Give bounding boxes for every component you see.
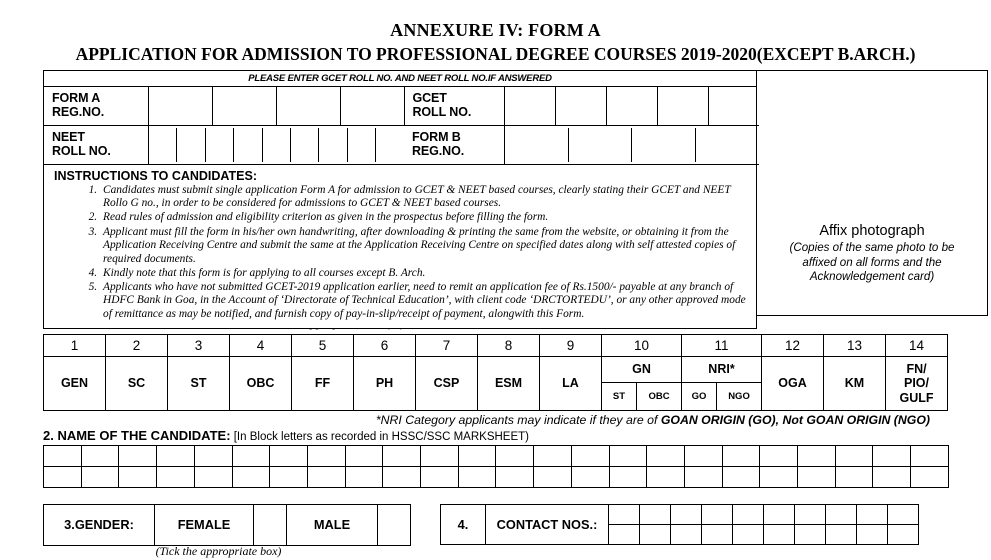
form-b-reg-no-label xyxy=(404,125,504,164)
name-cell[interactable] xyxy=(722,466,760,487)
gender-contact-row xyxy=(0,504,991,558)
name-cell[interactable] xyxy=(684,466,722,487)
name-grid-wrapper xyxy=(43,445,991,488)
list-item: 4. Kindly note that this form is for applying to all courses except B. Arch. xyxy=(100,267,749,281)
neet-roll-no-cell[interactable] xyxy=(319,128,347,162)
name-cell[interactable] xyxy=(232,445,270,466)
instructions-cell xyxy=(44,164,759,328)
form-a-reg-no-cell[interactable] xyxy=(148,87,212,126)
neet-roll-no-label-line2: ROLL NO. xyxy=(52,143,111,158)
category-cell-la[interactable]: LA xyxy=(540,356,602,410)
name-cell[interactable] xyxy=(194,445,232,466)
category-cell-fn-pio-gulf-line3: GULF xyxy=(899,390,934,405)
neet-roll-no-cell[interactable] xyxy=(376,128,405,162)
affix-photograph-subtitle-line3: Acknowledgement card) xyxy=(809,270,935,284)
name-cell[interactable] xyxy=(345,466,383,487)
category-number-2: 2 xyxy=(106,334,168,356)
category-number-13: 13 xyxy=(824,334,886,356)
table-row xyxy=(441,504,919,524)
table-row xyxy=(44,87,759,126)
gender-male-checkbox[interactable] xyxy=(378,504,411,545)
name-cell[interactable] xyxy=(911,466,949,487)
list-item: 5. Applicants who have not submitted GCET-2019 application earlier, need to remit an application fee of Rs.1500/- payable at any branch of HDFC Bank in Goa, in the Account of ‘Directorate of Technical Education’, with client code ‘DRCTORTEDU’, or any other approved mode of remittance as may be notified, and furnish copy of pay-in-slip/receipt of payment, alongwith this Form. xyxy=(100,281,749,322)
contact-cell[interactable] xyxy=(671,504,702,524)
name-cell[interactable] xyxy=(119,466,157,487)
section-4-number: 4. xyxy=(441,504,486,544)
table-row xyxy=(44,125,759,164)
contact-cell[interactable] xyxy=(609,524,640,544)
nri-category-note-bold: GOAN ORIGIN (GO), Not GOAN ORIGIN (NGO) xyxy=(660,412,930,427)
affix-photograph-title: Affix photograph xyxy=(819,222,925,239)
name-cell[interactable] xyxy=(157,466,195,487)
category-group-nri: NRI* xyxy=(682,356,762,382)
category-number-7: 7 xyxy=(416,334,478,356)
category-group-gn: GN xyxy=(602,356,682,382)
category-number-4: 4 xyxy=(230,334,292,356)
contact-cell[interactable] xyxy=(826,504,857,524)
neet-roll-no-cell[interactable] xyxy=(205,128,233,162)
category-subcell-gn-st[interactable]: ST xyxy=(602,382,637,410)
name-cell[interactable] xyxy=(232,466,270,487)
category-number-row xyxy=(44,334,948,356)
contact-cell[interactable] xyxy=(733,524,764,544)
form-b-reg-no-label-line1: FORM B xyxy=(412,130,461,145)
category-subcell-gn-obc[interactable]: OBC xyxy=(637,382,682,410)
contact-table xyxy=(440,504,919,545)
category-cell-km[interactable]: KM xyxy=(824,356,886,410)
section-2-note: [In Block letters as recorded in HSSC/SSC MARKSHEET) xyxy=(230,430,530,443)
gender-label: 3.GENDER: xyxy=(44,504,155,545)
name-cell[interactable] xyxy=(307,466,345,487)
category-cell-csp[interactable]: CSP xyxy=(416,356,478,410)
category-cell-ff[interactable]: FF xyxy=(292,356,354,410)
category-number-12: 12 xyxy=(762,334,824,356)
category-number-14: 14 xyxy=(886,334,948,356)
gcet-roll-no-cell[interactable] xyxy=(504,87,555,126)
contact-cell[interactable] xyxy=(826,524,857,544)
category-subcell-nri-go[interactable]: GO xyxy=(682,382,717,410)
form-a-reg-no-cell[interactable] xyxy=(276,87,340,126)
category-table-wrapper xyxy=(43,334,934,411)
contact-cell[interactable] xyxy=(857,524,888,544)
name-cell[interactable] xyxy=(873,466,911,487)
list-item: 3. Applicant must fill the form in his/her own handwriting, after downloading & printing the same from the website, or obtaining it from the Application Receiving Centre and submit the same at the Application Receiving Centre on specified dates along with self attested copies of required documents. xyxy=(100,226,749,267)
gcet-roll-no-cell[interactable] xyxy=(657,87,708,126)
gender-female-checkbox[interactable] xyxy=(254,504,287,545)
category-number-10: 10 xyxy=(602,334,682,356)
gcet-roll-no-cell[interactable] xyxy=(708,87,759,126)
name-cell[interactable] xyxy=(647,445,685,466)
neet-roll-no-cell[interactable] xyxy=(149,128,177,162)
form-a-reg-no-cell[interactable] xyxy=(340,87,404,126)
name-cell[interactable] xyxy=(571,445,609,466)
roll-number-grid xyxy=(44,87,759,328)
category-cell-fn-pio-gulf-line2: PIO/ xyxy=(904,376,930,391)
category-name-row-upper xyxy=(44,356,948,382)
category-subcell-nri-ngo[interactable]: NGO xyxy=(717,382,762,410)
application-title: APPLICATION FOR ADMISSION TO PROFESSIONAL DEGREE COURSES 2019-2020(EXCEPT B.ARCH.) xyxy=(75,43,916,64)
name-cell[interactable] xyxy=(44,466,82,487)
name-cell[interactable] xyxy=(81,445,119,466)
contact-cell[interactable] xyxy=(764,524,795,544)
category-number-3: 3 xyxy=(168,334,230,356)
neet-roll-no-cell[interactable] xyxy=(234,128,262,162)
category-number-6: 6 xyxy=(354,334,416,356)
name-cell[interactable] xyxy=(798,466,836,487)
name-cell[interactable] xyxy=(647,466,685,487)
gender-male-label: MALE xyxy=(287,504,378,545)
form-a-reg-no-label xyxy=(44,87,148,126)
name-cell[interactable] xyxy=(835,445,873,466)
contact-cell[interactable] xyxy=(702,504,733,524)
name-cell[interactable] xyxy=(798,445,836,466)
document-title-block xyxy=(0,0,991,64)
category-number-9: 9 xyxy=(540,334,602,356)
name-cell[interactable] xyxy=(270,466,308,487)
form-a-reg-no-cell[interactable] xyxy=(212,87,276,126)
name-cell[interactable] xyxy=(421,466,459,487)
category-cell-ph[interactable]: PH xyxy=(354,356,416,410)
contact-cell[interactable] xyxy=(888,504,919,524)
affix-photograph-box[interactable] xyxy=(757,70,988,316)
name-cell[interactable] xyxy=(873,445,911,466)
tick-appropriate-box-note: (Tick the appropriate box) xyxy=(155,543,282,558)
neet-roll-no-cell[interactable] xyxy=(290,128,318,162)
neet-roll-no-cell[interactable] xyxy=(177,128,205,162)
name-cell[interactable] xyxy=(609,445,647,466)
instructions-heading: INSTRUCTIONS TO CANDIDATES: xyxy=(54,168,258,183)
category-table xyxy=(43,334,948,411)
category-cell-obc[interactable]: OBC xyxy=(230,356,292,410)
name-cell[interactable] xyxy=(496,466,534,487)
category-cell-oga[interactable]: OGA xyxy=(762,356,824,410)
name-cell[interactable] xyxy=(383,466,421,487)
list-item: 2. Read rules of admission and eligibility criterion as given in the prospectus before filling the form. xyxy=(100,211,749,225)
contact-cell[interactable] xyxy=(857,504,888,524)
name-cell[interactable] xyxy=(760,466,798,487)
contact-cell[interactable] xyxy=(795,504,826,524)
name-cell[interactable] xyxy=(722,445,760,466)
name-cell[interactable] xyxy=(458,445,496,466)
contact-cell[interactable] xyxy=(640,524,671,544)
instructions-row xyxy=(44,164,759,328)
nri-category-note-plain: *NRI Category applicants may indicate if they are of xyxy=(375,412,661,427)
instructions-list xyxy=(54,184,749,322)
top-section xyxy=(0,70,991,320)
nri-category-note xyxy=(0,413,930,427)
name-cell[interactable] xyxy=(194,466,232,487)
please-enter-note: PLEASE ENTER GCET ROLL NO. AND NEET ROLL NO.IF ANSWERED xyxy=(44,71,756,87)
form-b-reg-no-cell[interactable] xyxy=(505,128,569,162)
section-2-heading xyxy=(43,428,991,443)
table-row xyxy=(44,504,411,545)
category-cell-st[interactable]: ST xyxy=(168,356,230,410)
name-cell[interactable] xyxy=(270,445,308,466)
contact-cell[interactable] xyxy=(671,524,702,544)
name-grid xyxy=(43,445,949,488)
name-cell[interactable] xyxy=(307,445,345,466)
name-cell[interactable] xyxy=(157,445,195,466)
table-row xyxy=(44,466,949,487)
category-cell-fn-pio-gulf-line1: FN/ xyxy=(906,361,927,376)
contact-cell[interactable] xyxy=(702,524,733,544)
name-cell[interactable] xyxy=(458,466,496,487)
category-number-1: 1 xyxy=(44,334,106,356)
gcet-roll-no-label xyxy=(404,87,504,126)
form-b-reg-no-cell[interactable] xyxy=(695,128,759,162)
name-cell[interactable] xyxy=(534,445,572,466)
name-cell[interactable] xyxy=(81,466,119,487)
form-b-reg-no-cell[interactable] xyxy=(632,128,696,162)
contact-cell[interactable] xyxy=(764,504,795,524)
form-a-reg-no-label-line2: REG.NO. xyxy=(52,104,105,119)
gcet-roll-no-cell[interactable] xyxy=(555,87,606,126)
name-cell[interactable] xyxy=(835,466,873,487)
name-cell[interactable] xyxy=(911,445,949,466)
table-row xyxy=(44,445,949,466)
roll-and-instructions-box xyxy=(43,70,757,329)
name-cell[interactable] xyxy=(383,445,421,466)
neet-roll-no-label-line1: NEET xyxy=(52,130,85,145)
affix-photograph-subtitle-line2: affixed on all forms and the xyxy=(802,255,942,269)
gcet-roll-no-label-line1: GCET xyxy=(412,91,447,106)
section-2-title: 2. NAME OF THE CANDIDATE: xyxy=(43,427,231,443)
name-cell[interactable] xyxy=(44,445,82,466)
neet-roll-no-cell[interactable] xyxy=(262,128,290,162)
contact-nos-label: CONTACT NOS.: xyxy=(486,504,609,544)
category-cell-sc[interactable]: SC xyxy=(106,356,168,410)
gender-table xyxy=(43,504,411,546)
name-cell[interactable] xyxy=(571,466,609,487)
name-cell[interactable] xyxy=(345,445,383,466)
category-number-11: 11 xyxy=(682,334,762,356)
contact-cell[interactable] xyxy=(733,504,764,524)
neet-roll-no-label xyxy=(44,125,148,164)
annexure-title: ANNEXURE IV: FORM A xyxy=(390,20,601,40)
neet-roll-no-cell[interactable] xyxy=(347,128,375,162)
category-cell-esm[interactable]: ESM xyxy=(478,356,540,410)
neet-roll-no-cells-container xyxy=(148,125,404,164)
category-number-5: 5 xyxy=(292,334,354,356)
name-cell[interactable] xyxy=(421,445,459,466)
form-b-reg-no-cells-container xyxy=(504,125,759,164)
affix-photograph-subtitle xyxy=(774,241,971,285)
affix-photograph-subtitle-line1: (Copies of the same photo to be xyxy=(789,240,955,254)
name-cell[interactable] xyxy=(684,445,722,466)
name-cell[interactable] xyxy=(496,445,534,466)
list-item: 1. Candidates must submit single application Form A for admission to GCET & NEET based courses, clearly stating their GCET and NEET Rollo G no., in order to be considered for admissions to GCET & NEET based courses. xyxy=(100,184,749,211)
name-cell[interactable] xyxy=(609,466,647,487)
gcet-roll-no-label-line2: ROLL NO. xyxy=(412,104,472,119)
name-cell[interactable] xyxy=(534,466,572,487)
form-b-reg-no-cell[interactable] xyxy=(568,128,632,162)
contact-cell[interactable] xyxy=(888,524,919,544)
form-a-reg-no-label-line1: FORM A xyxy=(52,91,101,106)
contact-cell[interactable] xyxy=(795,524,826,544)
name-cell[interactable] xyxy=(760,445,798,466)
category-cell-gen[interactable]: GEN xyxy=(44,356,106,410)
gender-female-label: FEMALE xyxy=(155,504,254,545)
category-cell-fn-pio-gulf[interactable] xyxy=(886,356,948,410)
category-number-8: 8 xyxy=(478,334,540,356)
form-b-reg-no-label-line2: REG.NO. xyxy=(412,143,465,158)
contact-cell[interactable] xyxy=(640,504,671,524)
gcet-roll-no-cell[interactable] xyxy=(606,87,657,126)
name-cell[interactable] xyxy=(119,445,157,466)
contact-cell[interactable] xyxy=(609,504,640,524)
